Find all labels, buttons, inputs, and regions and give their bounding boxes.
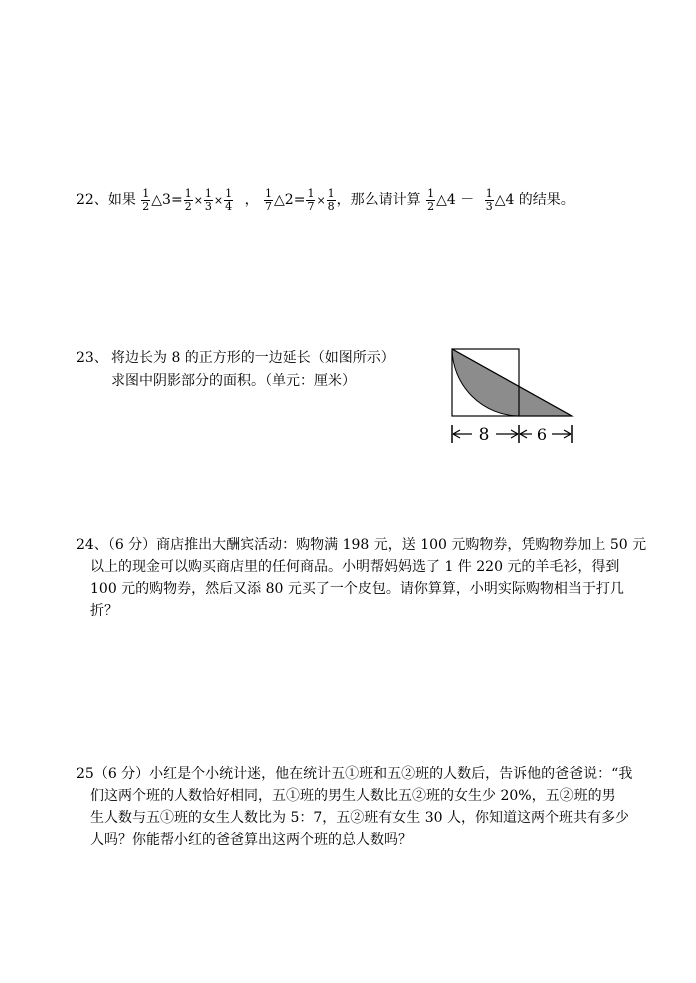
question-number: 22、 (76, 192, 108, 208)
fraction: $\frac{1}{7}$ (307, 186, 315, 213)
question-22 (76, 186, 575, 215)
question-23-line-2: 求图中阴影部分的面积。（单元：厘米） (111, 373, 356, 389)
question-23-number: 23、 (76, 350, 108, 366)
separator: ， (244, 192, 259, 208)
dimension-label-8: 8 (478, 425, 490, 445)
question-23-line-1: 将边长为 8 的正方形的一边延长（如图所示） (111, 350, 395, 366)
fraction: $\frac{1}{3}$ (204, 186, 212, 213)
square-figure (440, 343, 580, 448)
times-sign: × (193, 194, 203, 207)
question-24-line-3: 100 元的购物券，然后又添 80 元买了一个皮包。请你算算，小明实际购物相当于打几 (90, 581, 624, 597)
dimension-label-6: 6 (536, 425, 548, 444)
times-sign: × (316, 194, 326, 207)
text: △4 的结果。 (494, 192, 575, 208)
question-25-line-2: 们这两个班的人数恰好相同，五①班的男生人数比五②班的女生少 20%，五②班的男 (90, 788, 616, 804)
question-24-line-4: 折？ (90, 603, 118, 619)
question-25-line-3: 生人数与五①班的女生人数比为 5：7，五②班有女生 30 人，你知道这两个班共有多少 (90, 810, 629, 826)
text: △3= (151, 192, 183, 208)
fraction: $\frac{1}{7}$ (265, 186, 273, 213)
fraction: $\frac{1}{4}$ (225, 186, 233, 213)
fraction: $\frac{1}{3}$ (485, 186, 493, 213)
text: △4 － (436, 192, 475, 208)
question-24-line-1: 24、（6 分）商店推出大酬宾活动：购物满 198 元，送 100 元购物券，凭购物券加上 50 元 (76, 537, 647, 553)
text: ，那么请计算 (336, 192, 421, 208)
text: △2= (274, 192, 306, 208)
question-24-line-2: 以上的现金可以购买商店里的任何商品。小明帮妈妈选了 1 件 220 元的羊毛衫，得到 (90, 559, 620, 575)
question-25-line-1: 25（6 分）小红是个小统计迷，他在统计五①班和五②班的人数后，告诉他的爸爸说：“我 (76, 766, 633, 782)
fraction: $\frac{1}{8}$ (327, 186, 335, 213)
question-25-line-4: 人吗？你能帮小红的爸爸算出这两个班的总人数吗？ (90, 832, 412, 848)
times-sign: × (213, 194, 224, 207)
fraction: $\frac{1}{2}$ (142, 186, 150, 213)
text: 如果 (107, 192, 136, 208)
fraction: $\frac{1}{2}$ (184, 186, 192, 213)
fraction: $\frac{1}{2}$ (427, 186, 435, 213)
